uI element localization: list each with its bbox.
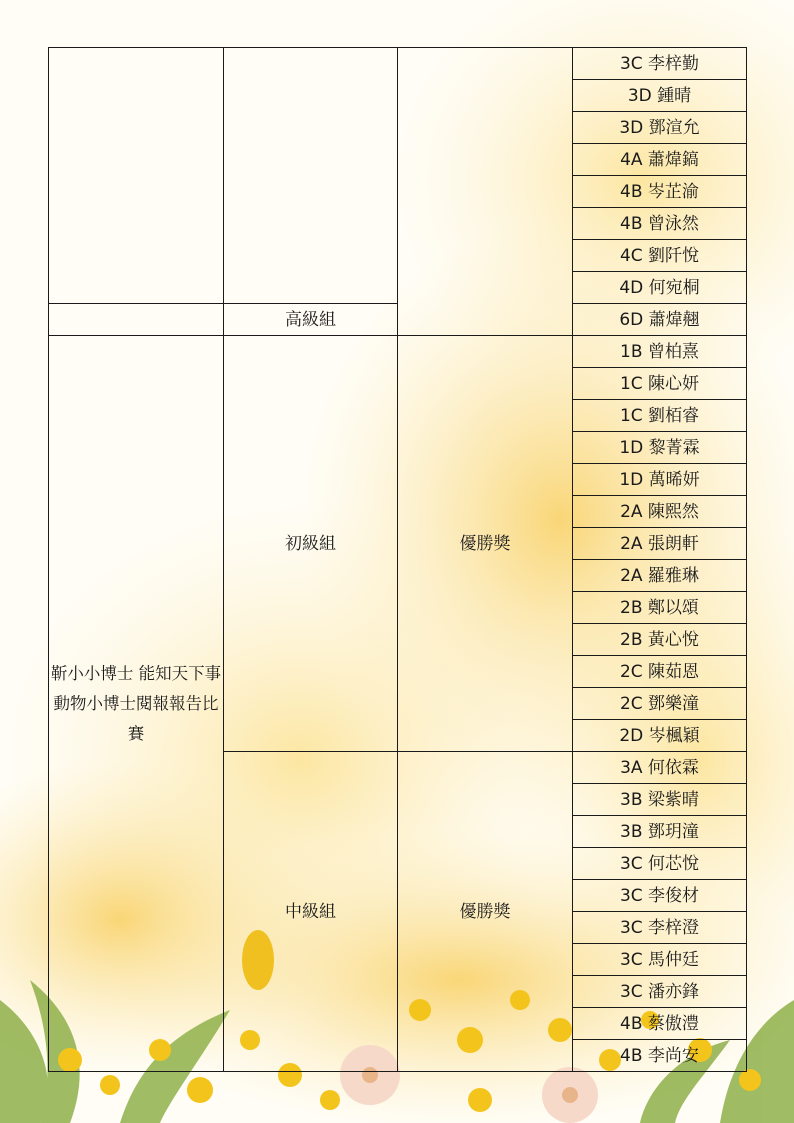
event-name-cell: 靳小小博士 能知天下事 動物小博士閱報報告比賽 [49, 336, 224, 1072]
awards-table [48, 47, 747, 1072]
student-cell: 3D 鍾晴 [573, 80, 747, 112]
student-cell: 2C 鄧樂潼 [573, 688, 747, 720]
student-cell: 3B 梁紫晴 [573, 784, 747, 816]
student-cell: 4D 何宛桐 [573, 272, 747, 304]
student-cell: 4B 李尚安 [573, 1040, 747, 1072]
group-cell: 初級組 [224, 336, 398, 752]
student-cell: 4B 蔡傲澧 [573, 1008, 747, 1040]
group-cell-empty [224, 48, 398, 304]
student-cell: 3C 李梓勤 [573, 48, 747, 80]
student-cell: 3A 何依霖 [573, 752, 747, 784]
award-cell-empty [398, 48, 573, 336]
student-cell: 1C 劉栢睿 [573, 400, 747, 432]
student-cell: 3C 李梓澄 [573, 912, 747, 944]
student-cell: 6D 蕭煒翹 [573, 304, 747, 336]
group-cell: 高級組 [224, 304, 398, 336]
event-cell-empty [49, 304, 224, 336]
student-cell: 2B 鄭以頌 [573, 592, 747, 624]
student-cell: 3B 鄧玥潼 [573, 816, 747, 848]
student-cell: 1C 陳心妍 [573, 368, 747, 400]
student-cell: 2A 張朗軒 [573, 528, 747, 560]
student-cell: 3C 馬仲廷 [573, 944, 747, 976]
award-cell: 優勝獎 [398, 752, 573, 1072]
student-cell: 3C 何芯悅 [573, 848, 747, 880]
student-cell: 2A 陳熙然 [573, 496, 747, 528]
group-cell: 中級組 [224, 752, 398, 1072]
award-cell: 優勝獎 [398, 336, 573, 752]
table-row [49, 336, 747, 368]
table-row [49, 48, 747, 80]
student-cell: 1D 萬晞妍 [573, 464, 747, 496]
student-cell: 2A 羅雅琳 [573, 560, 747, 592]
student-cell: 3C 李俊材 [573, 880, 747, 912]
student-cell: 1D 黎菁霖 [573, 432, 747, 464]
student-cell: 4B 岑芷渝 [573, 176, 747, 208]
student-cell: 3C 潘亦鋒 [573, 976, 747, 1008]
student-cell: 4A 蕭煒鎬 [573, 144, 747, 176]
student-cell: 3D 鄧渲允 [573, 112, 747, 144]
event-cell-empty [49, 48, 224, 304]
student-cell: 2D 岑楓穎 [573, 720, 747, 752]
student-cell: 2C 陳茹恩 [573, 656, 747, 688]
student-cell: 4B 曾泳然 [573, 208, 747, 240]
student-cell: 1B 曾柏熹 [573, 336, 747, 368]
student-cell: 4C 劉阡悅 [573, 240, 747, 272]
student-cell: 2B 黃心悅 [573, 624, 747, 656]
